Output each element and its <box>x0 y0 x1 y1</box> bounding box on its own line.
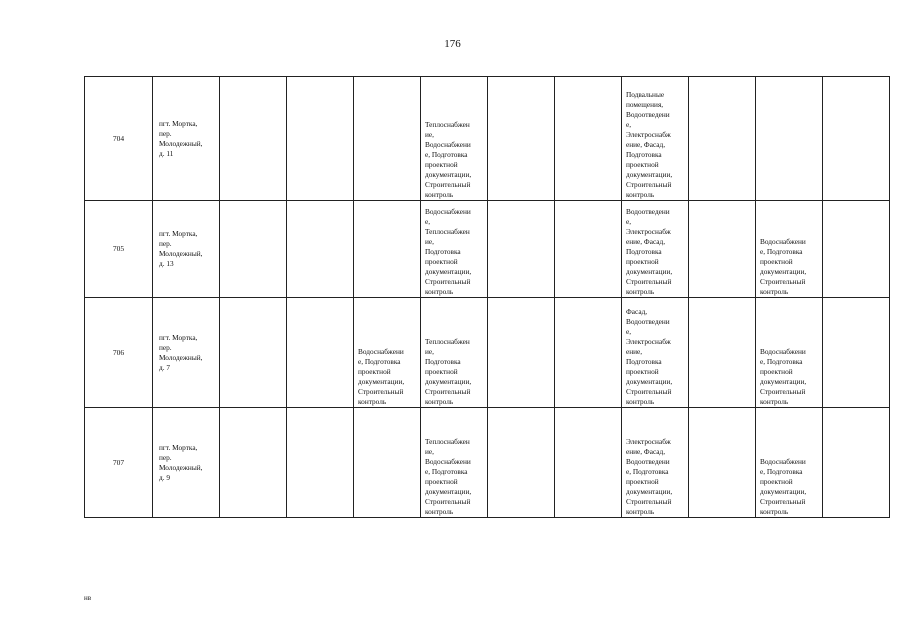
address-cell: пгт. Мортка, пер. Молодежный, д. 11 <box>153 77 220 201</box>
table-row <box>85 408 890 518</box>
works-cell <box>354 201 421 298</box>
works-cell: Водоснабжени е, Подготовка проектной документации, Строительный контроль <box>354 298 421 408</box>
empty-cell <box>220 408 287 518</box>
empty-cell <box>823 408 890 518</box>
empty-cell <box>287 408 354 518</box>
table-row <box>85 77 890 201</box>
empty-cell <box>689 77 756 201</box>
row-number: 705 <box>85 201 153 298</box>
empty-cell <box>220 77 287 201</box>
table-row <box>85 201 890 298</box>
empty-cell <box>689 201 756 298</box>
works-cell: Электроснабж ение, Фасад, Водоотведени е, Подготовка проектной документации, Строительный контроль <box>622 408 689 518</box>
row-number: 704 <box>85 77 153 201</box>
empty-cell <box>287 77 354 201</box>
page-number: 176 <box>444 38 461 50</box>
empty-cell <box>689 408 756 518</box>
empty-cell <box>555 298 622 408</box>
works-cell: Теплоснабжен ие, Водоснабжени е, Подготовка проектной документации, Строительный контроль <box>421 77 488 201</box>
empty-cell <box>823 201 890 298</box>
works-cell: Водоснабжени е, Подготовка проектной документации, Строительный контроль <box>756 298 823 408</box>
works-cell: Подвальные помещения, Водоотведени е, Электроснабж ение, Фасад, Подготовка проектной документации, Строительный контроль <box>622 77 689 201</box>
empty-cell <box>488 408 555 518</box>
works-cell <box>354 77 421 201</box>
address-cell: пгт. Мортка, пер. Молодежный, д. 9 <box>153 408 220 518</box>
empty-cell <box>488 77 555 201</box>
works-cell: Водоотведени е, Электроснабж ение, Фасад, Подготовка проектной документации, Строительный контроль <box>622 201 689 298</box>
footer-mark: нв <box>84 594 92 602</box>
empty-cell <box>555 408 622 518</box>
empty-cell <box>287 298 354 408</box>
row-number: 706 <box>85 298 153 408</box>
registry-table <box>84 76 890 518</box>
empty-cell <box>555 77 622 201</box>
empty-cell <box>220 298 287 408</box>
row-number: 707 <box>85 408 153 518</box>
works-cell: Водоснабжени е, Теплоснабжен ие, Подготовка проектной документации, Строительный контроль <box>421 201 488 298</box>
works-cell: Теплоснабжен ие, Подготовка проектной документации, Строительный контроль <box>421 298 488 408</box>
works-cell: Водоснабжени е, Подготовка проектной документации, Строительный контроль <box>756 408 823 518</box>
empty-cell <box>823 298 890 408</box>
table-row <box>85 298 890 408</box>
works-cell: Водоснабжени е, Подготовка проектной документации, Строительный контроль <box>756 201 823 298</box>
empty-cell <box>287 201 354 298</box>
empty-cell <box>488 201 555 298</box>
works-cell: Теплоснабжен ие, Водоснабжени е, Подготовка проектной документации, Строительный контроль <box>421 408 488 518</box>
empty-cell <box>220 201 287 298</box>
works-cell <box>756 77 823 201</box>
address-cell: пгт. Мортка, пер. Молодежный, д. 7 <box>153 298 220 408</box>
works-cell: Фасад, Водоотведени е, Электроснабж ение, Подготовка проектной документации, Строительный контроль <box>622 298 689 408</box>
address-cell: пгт. Мортка, пер. Молодежный, д. 13 <box>153 201 220 298</box>
empty-cell <box>689 298 756 408</box>
works-cell <box>354 408 421 518</box>
empty-cell <box>555 201 622 298</box>
empty-cell <box>488 298 555 408</box>
empty-cell <box>823 77 890 201</box>
